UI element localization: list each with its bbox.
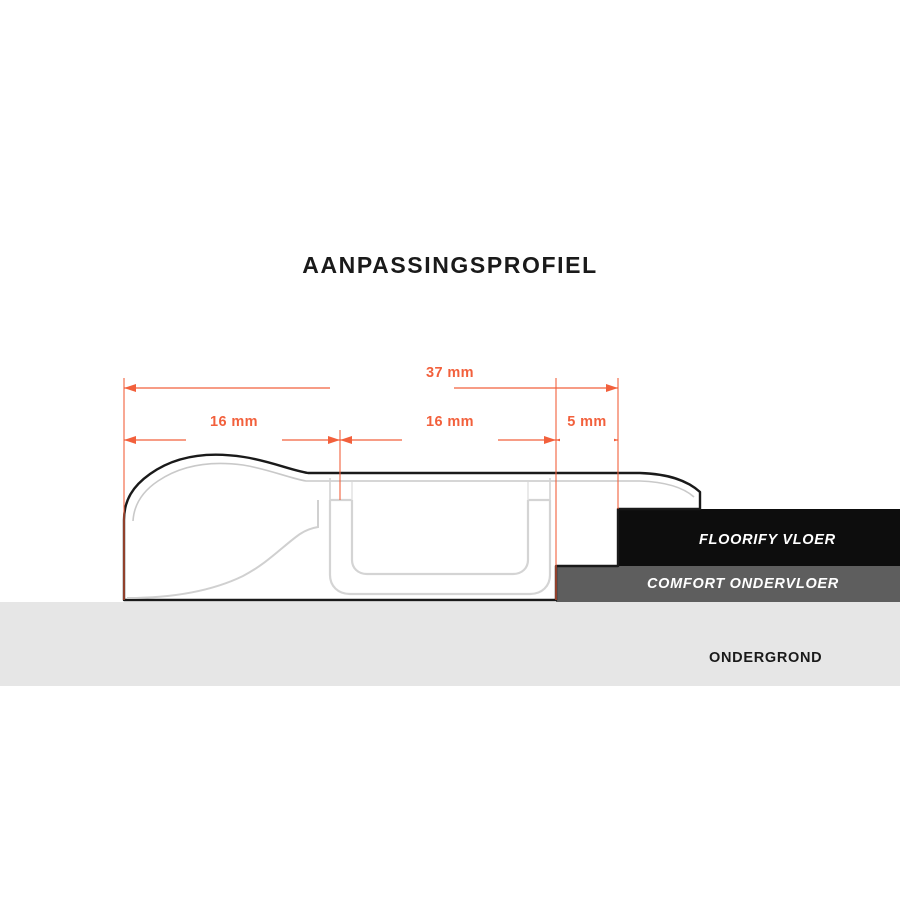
page-title: AANPASSINGSPROFIEL: [302, 252, 598, 278]
dimension-total-width: 37 mm: [426, 365, 474, 381]
layer-label-subfloor: ONDERGROND: [709, 650, 823, 666]
subfloor-layer: [0, 602, 900, 686]
dimension-left-segment: 16 mm: [210, 414, 258, 430]
dimension-middle-segment: 16 mm: [426, 414, 474, 430]
dimension-right-segment: 5 mm: [567, 414, 607, 430]
layer-label-underlay: COMFORT ONDERVLOER: [647, 576, 839, 592]
layer-label-floor: FLOORIFY VLOER: [699, 532, 836, 548]
